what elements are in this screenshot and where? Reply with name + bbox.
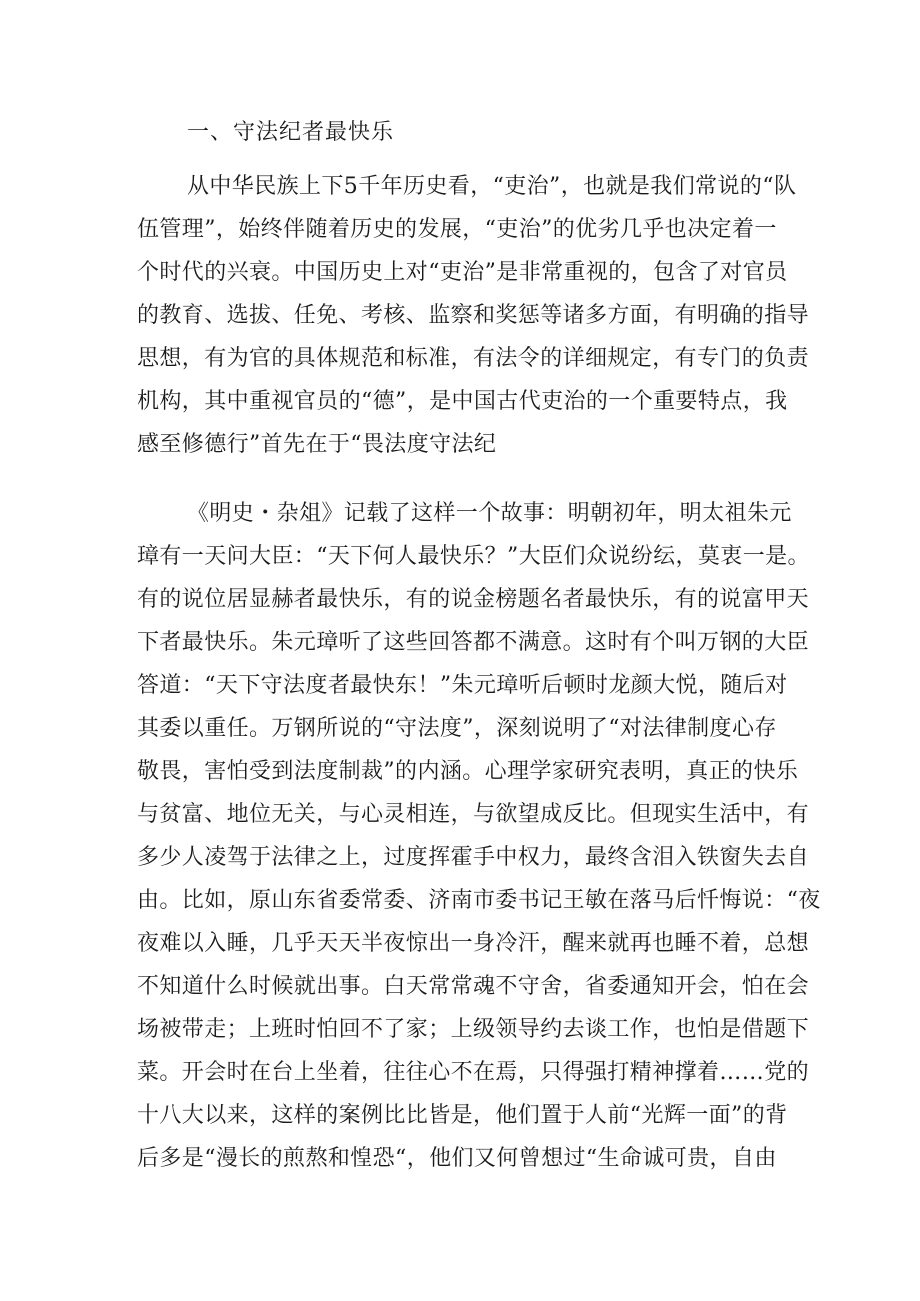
- paragraph-line: 夜难以入睡，几乎天天半夜惊出一身冷汗，醒来就再也睡不着，总想: [137, 931, 810, 956]
- paragraph-line: 多少人凌驾于法律之上，过度挥霍手中权力，最终含泪入铁窗失去自: [137, 845, 810, 870]
- paragraph-line: 有的说位居显赫者最快乐，有的说金榜题名者最快乐，有的说富甲天: [137, 587, 810, 612]
- paragraph-line: 十八大以来，这样的案例比比皆是，他们置于人前“光辉一面”的背: [137, 1103, 788, 1128]
- paragraph-line: 菜。开会时在台上坐着，往往心不在焉，只得强打精神撑着……党的: [137, 1060, 810, 1085]
- section-heading: 一、守法纪者最快乐: [187, 120, 395, 145]
- paragraph-line: 伍管理”，始终伴随着历史的发展，“吏治”的优劣几乎也决定着一: [137, 217, 777, 242]
- paragraph-line: 下者最快乐。朱元璋听了这些回答都不满意。这时有个叫万钢的大臣: [137, 630, 810, 655]
- paragraph-line: 与贫富、地位无关，与心灵相连，与欲望成反比。但现实生活中，有: [137, 802, 810, 827]
- paragraph-line: 个时代的兴衰。中国历史上对“吏治”是非常重视的，包含了对官员: [137, 260, 788, 285]
- paragraph-line: 场被带走；上班时怕回不了家；上级领导约去谈工作，也怕是借题下: [137, 1017, 810, 1042]
- paragraph-line: 感至修德行”首先在于“畏法度守法纪: [137, 432, 497, 457]
- paragraph-line: 从中华民族上下5千年历史看，“吏治”，也就是我们常说的“队: [187, 174, 797, 199]
- paragraph-line: 璋有一天问大臣：“天下何人最快乐？”大臣们众说纷纭，莫衷一是。: [137, 544, 810, 569]
- paragraph-line: 敬畏，害怕受到法度制裁”的内涵。心理学家研究表明，真正的快乐: [137, 759, 799, 784]
- paragraph-line: 《明史・杂俎》记载了这样一个故事：明朝初年，明太祖朱元: [187, 501, 792, 526]
- paragraph-line: 答道：“天下守法度者最快东！”朱元璋听后顿时龙颜大悦，随后对: [137, 673, 788, 698]
- paragraph-line: 的教育、选拔、任免、考核、监察和奖惩等诸多方面，有明确的指导: [137, 303, 810, 328]
- paragraph-line: 由。比如，原山东省委常委、济南市委书记王敏在落马后忏悔说：“夜: [137, 888, 821, 913]
- paragraph-line: 机构，其中重视官员的“德”，是中国古代吏治的一个重要特点，我: [137, 389, 788, 414]
- paragraph-line: 思想，有为官的具体规范和标准，有法令的详细规定，有专门的负责: [137, 346, 810, 371]
- paragraph-line: 其委以重任。万钢所说的“守法度”，深刻说明了“对法律制度心存: [137, 716, 777, 741]
- paragraph-line: 后多是“漫长的煎熬和惶恐“，他们又何曾想过“生命诚可贵，自由: [137, 1146, 777, 1171]
- paragraph-line: 不知道什么时候就出事。白天常常魂不守舍，省委通知开会，怕在会: [137, 974, 810, 999]
